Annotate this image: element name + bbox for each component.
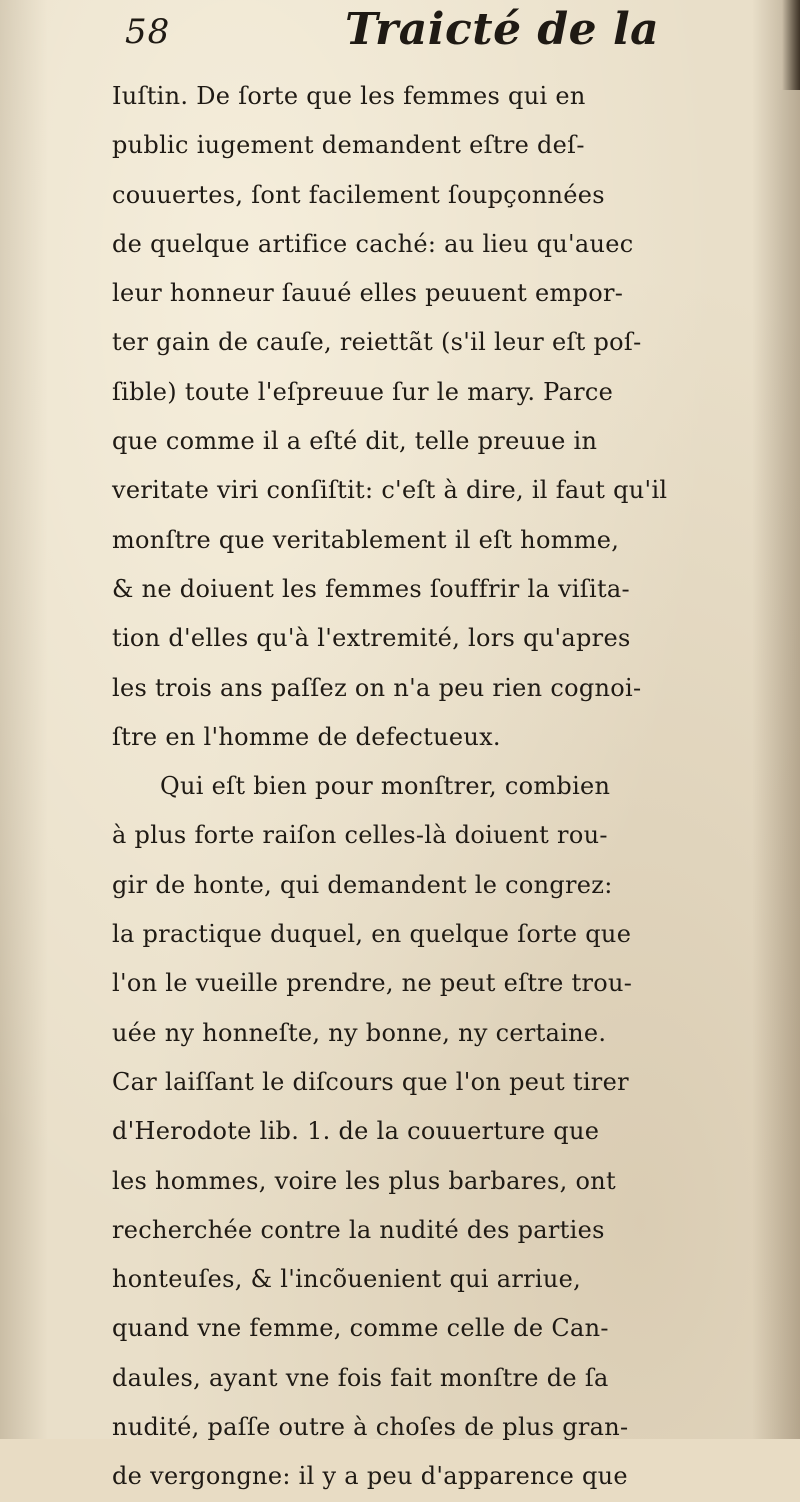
body-text [112,72,798,1502]
text-line: que comme il a eſté dit, telle preuue in [112,427,598,456]
text-line: monſtre que veritablement il eſt homme, [112,525,620,554]
text-line: daules, ayant vne fois fait monſtre de ſa [112,1363,609,1392]
text-line: honteuſes, & l'incõuenient qui arriue, [112,1265,582,1294]
text-line: ter gain de cauſe, reiettãt (s'il leur eſt poſ- [112,328,642,357]
text-line: Iuſtin. De ſorte que les femmes qui en [112,82,586,110]
running-header [0,0,800,80]
text-line: Qui eſt bien pour monſtrer, combien [160,772,611,801]
text-line: tion d'elles qu'à l'extremité, lors qu'apres [112,624,631,653]
text-line: la practique duquel, en quelque ſorte que [112,920,632,949]
text-line: veritate viri conſiſtit: c'eſt à dire, il faut qu'il [112,476,668,505]
text-line: public iugement demandent eſtre deſ- [112,131,585,160]
page-number: 58 [125,12,171,52]
text-line: nudité, paſſe outre à choſes de plus gran- [112,1413,629,1442]
text-line: Car laiſſant le diſcours que l'on peut tirer [112,1067,629,1096]
text-line: uée ny honneſte, ny bonne, ny certaine. [112,1018,607,1047]
text-line: les trois ans paſſez on n'a peu rien cognoi- [112,673,642,702]
text-line: quand vne femme, comme celle de Can- [112,1314,609,1343]
text-line: couuertes, ſont facilement ſoupçonnées [112,180,605,209]
text-line: ſtre en l'homme de defectueux. [112,722,501,751]
text-line: à plus forte raiſon celles-là doiuent rou- [112,821,608,850]
text-line: d'Herodote lib. 1. de la couuerture que [112,1117,600,1146]
text-line: ſible) toute l'eſpreuue ſur le mary. Parce [112,377,614,406]
text-line: les hommes, voire les plus barbares, ont [112,1166,616,1195]
text-line: de quelque artifice caché: au lieu qu'auec [112,229,634,258]
text-line: & ne doiuent les femmes ſouffrir la viſita- [112,574,630,603]
text-line: de vergongne: il y a peu d'apparence que [112,1462,628,1491]
text-line: leur honneur ſauué elles peuuent empor- [112,279,624,308]
text-line: l'on le vueille prendre, ne peut eſtre trou- [112,969,633,998]
running-title: Traicté de la [345,4,660,55]
text-line: recherchée contre la nudité des parties [112,1215,605,1244]
text-line: gir de honte, qui demandent le congrez: [112,870,613,899]
